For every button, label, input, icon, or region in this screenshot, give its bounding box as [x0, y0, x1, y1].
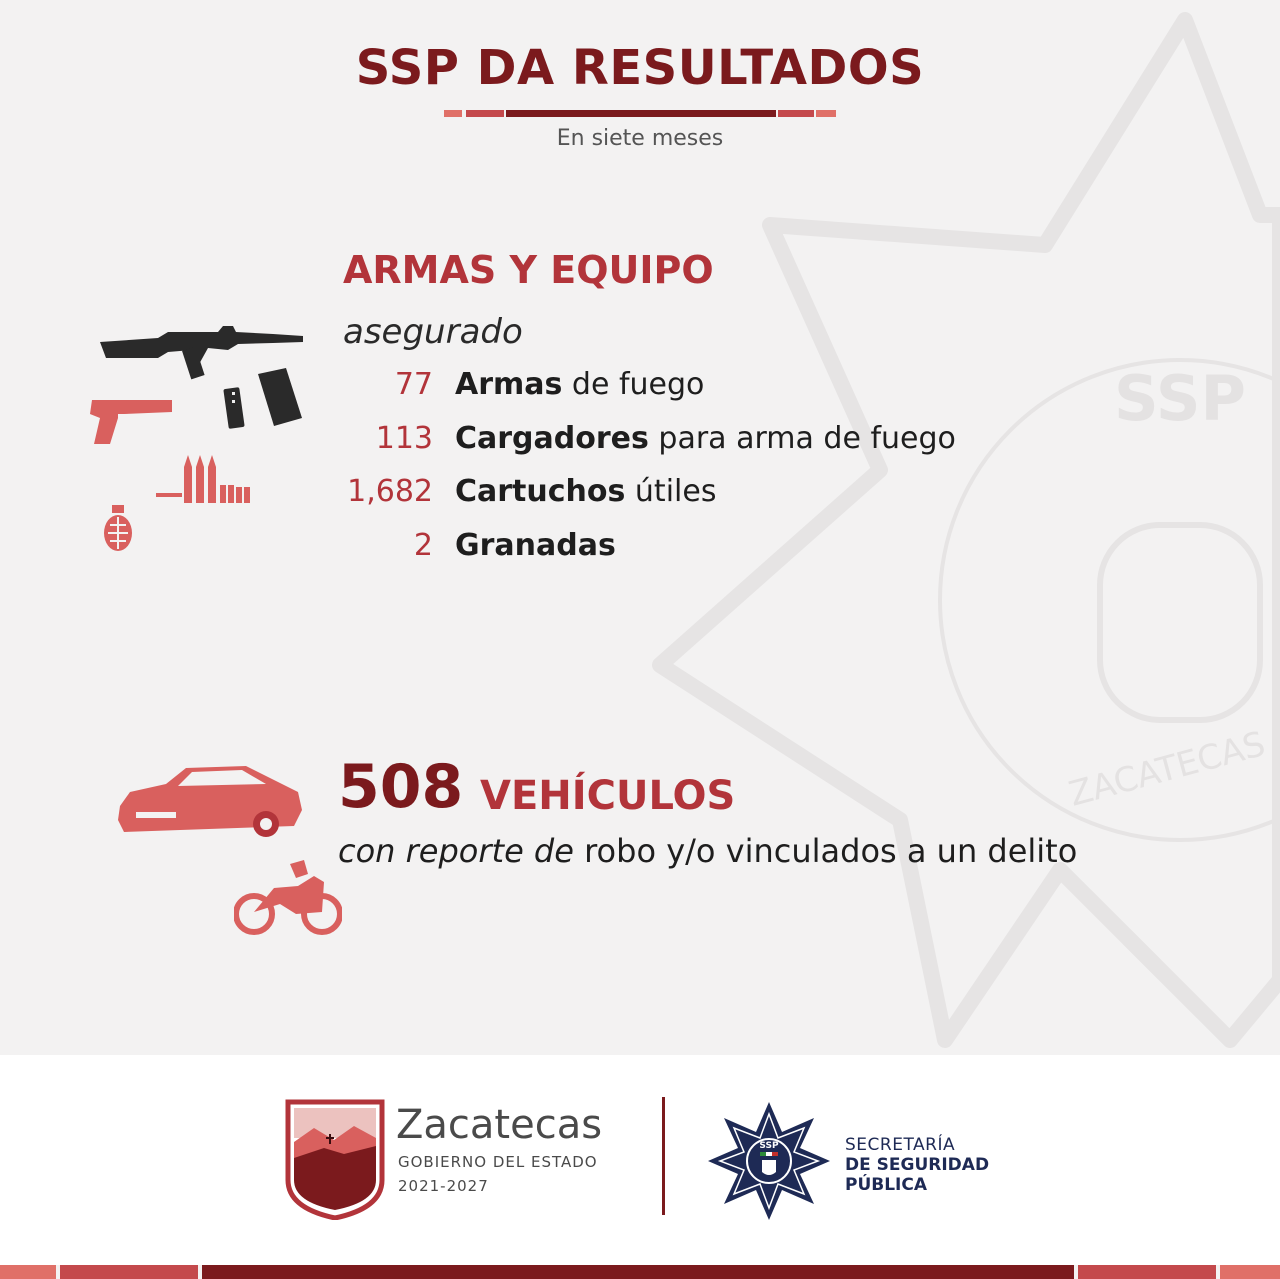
stat-value: 77 — [394, 367, 433, 402]
stat-row-cartridges — [300, 474, 716, 514]
bottom-color-bar — [0, 1265, 1280, 1279]
ssp-name-line3: PÚBLICA — [845, 1175, 928, 1195]
watermark-ssp-text: SSP — [1114, 362, 1246, 435]
footer — [0, 1055, 1280, 1265]
watermark-state-text: ZACATECAS — [1064, 724, 1270, 815]
stat-label-rest: útiles — [625, 474, 717, 509]
zacatecas-shield-logo — [284, 1098, 386, 1220]
weapons-subheading: asegurado — [343, 312, 523, 352]
title-underline — [444, 110, 836, 117]
stat-label-rest: para arma de fuego — [648, 421, 956, 456]
magazine-icon — [222, 368, 308, 430]
stat-label-bold: Cargadores — [455, 421, 649, 456]
page-title: SSP DA RESULTADOS — [355, 40, 925, 96]
stat-label-bold: Armas — [455, 367, 563, 402]
stat-value: 113 — [375, 421, 433, 456]
zacatecas-name: Zacatecas — [396, 1102, 603, 1148]
vehicles-desc-rest: robo y/o vinculados a un delito — [573, 832, 1078, 870]
pistol-icon — [88, 396, 176, 448]
weapons-heading: ARMAS Y EQUIPO — [343, 248, 714, 292]
stat-label-rest: de fuego — [562, 367, 705, 402]
zacatecas-government: GOBIERNO DEL ESTADO — [398, 1153, 598, 1171]
motorcycle-icon — [234, 856, 342, 938]
page-subtitle: En siete meses — [556, 126, 724, 151]
ssp-badge-logo — [706, 1100, 832, 1222]
stat-label-bold: Granadas — [455, 528, 616, 563]
footer-divider — [662, 1097, 665, 1215]
stat-value: 2 — [413, 528, 433, 563]
cartridges-icon — [156, 455, 256, 507]
ssp-name-line2: DE SEGURIDAD — [845, 1155, 990, 1175]
stat-row-grenades — [300, 528, 616, 568]
grenade-icon — [102, 505, 136, 553]
badge-text: SSP — [759, 1141, 779, 1151]
stat-label-bold: Cartuchos — [455, 474, 626, 509]
vehicles-description — [338, 832, 1077, 870]
zacatecas-years: 2021-2027 — [398, 1177, 489, 1195]
ssp-name-line1: SECRETARÍA — [845, 1135, 956, 1155]
stat-row-firearms — [300, 367, 704, 407]
vehicles-desc-italic: con reporte de — [338, 832, 574, 870]
stat-row-magazines — [300, 421, 956, 461]
car-icon — [116, 762, 304, 840]
stat-value: 1,682 — [347, 474, 433, 509]
vehicles-count: 508 — [338, 752, 464, 822]
vehicles-label: VEHÍCULOS — [480, 773, 736, 819]
